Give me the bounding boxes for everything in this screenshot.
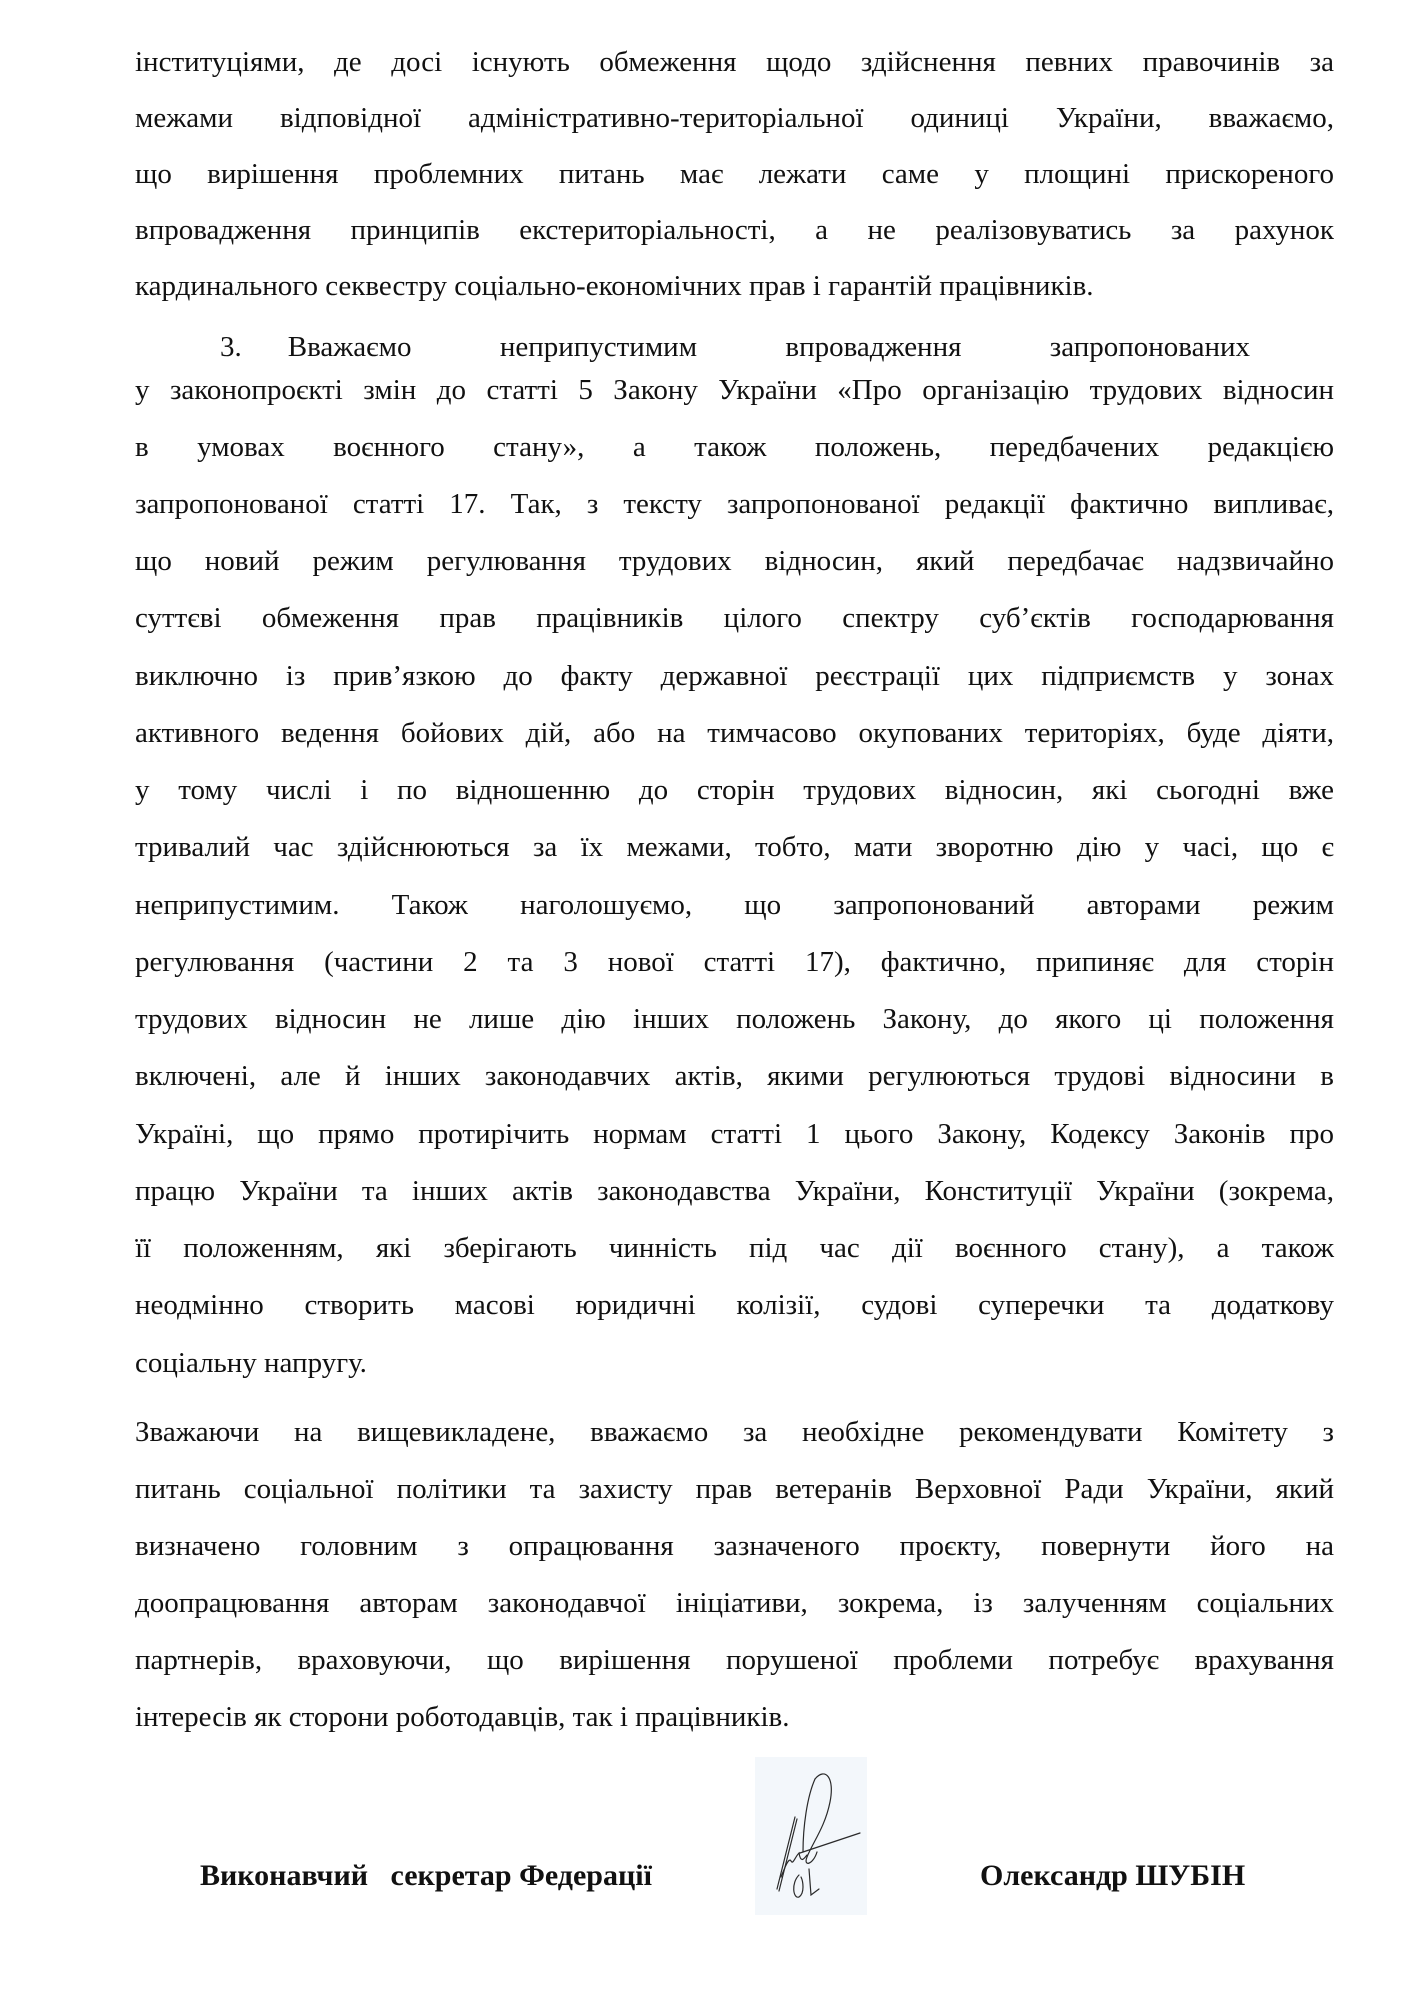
- text-line: визначено головним з опрацювання зазначеного проєкту, повернути його на: [135, 1530, 1334, 1562]
- text-line: включені, але й інших законодавчих актів, якими регулюються трудові відносини в: [135, 1060, 1334, 1092]
- text-line: тривалий час здійснюються за їх межами, тобто, мати зворотню дію у часі, що є: [135, 831, 1334, 863]
- text-line: її положенням, які зберігають чинність під час дії воєнного стану), а також: [135, 1232, 1334, 1264]
- text-line: у законопроєкті змін до статті 5 Закону України «Про організацію трудових відносин: [135, 374, 1334, 406]
- text-line: активного ведення бойових дій, або на тимчасово окупованих територіях, буде діяти,: [135, 717, 1334, 749]
- text-line: працю України та інших актів законодавства України, Конституції України (зокрема,: [135, 1175, 1334, 1207]
- text-line: що вирішення проблемних питань має лежати саме у площині прискореного: [135, 158, 1334, 190]
- text-line: що новий режим регулювання трудових відносин, який передбачає надзвичайно: [135, 545, 1334, 577]
- text-line: виключно із прив’язкою до факту державної реєстрації цих підприємств у зонах: [135, 660, 1334, 692]
- text-line: неприпустимим. Також наголошуємо, що запропонований авторами режим: [135, 889, 1334, 921]
- text-line: доопрацювання авторам законодавчої ініціативи, зокрема, із залученням соціальних: [135, 1587, 1334, 1619]
- signatory-name: Олександр ШУБІН: [980, 1859, 1246, 1892]
- text-line: неодмінно створить масові юридичні колізії, судові суперечки та додаткову: [135, 1289, 1334, 1321]
- text-line: Україні, що прямо протирічить нормам статті 1 цього Закону, Кодексу Законів про: [135, 1118, 1334, 1150]
- text-line: впровадження принципів екстериторіальності, а не реалізовуватись за рахунок: [135, 214, 1334, 246]
- text-line: інституціями, де досі існують обмеження щодо здійснення певних правочинів за: [135, 46, 1334, 78]
- list-number: 3.: [220, 331, 242, 363]
- point-3-first-line: [220, 329, 1250, 365]
- handwritten-signature-icon: [755, 1757, 867, 1915]
- signatory-title: Виконавчий секретар Федерації: [200, 1859, 652, 1892]
- text-line: кардинального секвестру соціально-економічних прав і гарантій працівників.: [135, 270, 1094, 302]
- text-line: суттєві обмеження прав працівників цілого спектру суб’єктів господарювання: [135, 602, 1334, 634]
- text-line: трудових відносин не лише дію інших положень Закону, до якого ці положення: [135, 1003, 1334, 1035]
- text-line: межами відповідної адміністративно-територіальної одиниці України, вважаємо,: [135, 102, 1334, 134]
- text-line: у тому числі і по відношенню до сторін трудових відносин, які сьогодні вже: [135, 774, 1334, 806]
- text-line: інтересів як сторони роботодавців, так і працівників.: [135, 1701, 790, 1733]
- text-line: Вважаємо неприпустимим впровадження запропонованих: [287, 331, 1250, 363]
- text-line: питань соціальної політики та захисту прав ветеранів Верховної Ради України, який: [135, 1473, 1334, 1505]
- text-line: Зважаючи на вищевикладене, вважаємо за необхідне рекомендувати Комітету з: [135, 1416, 1334, 1448]
- text-line: партнерів, враховуючи, що вирішення порушеної проблеми потребує врахування: [135, 1644, 1334, 1676]
- text-line: запропонованої статті 17. Так, з тексту запропонованої редакції фактично випливає,: [135, 488, 1334, 520]
- text-line: в умовах воєнного стану», а також положень, передбачених редакцією: [135, 431, 1334, 463]
- text-line: соціальну напругу.: [135, 1347, 367, 1379]
- text-line: регулювання (частини 2 та 3 нової статті 17), фактично, припиняє для сторін: [135, 946, 1334, 978]
